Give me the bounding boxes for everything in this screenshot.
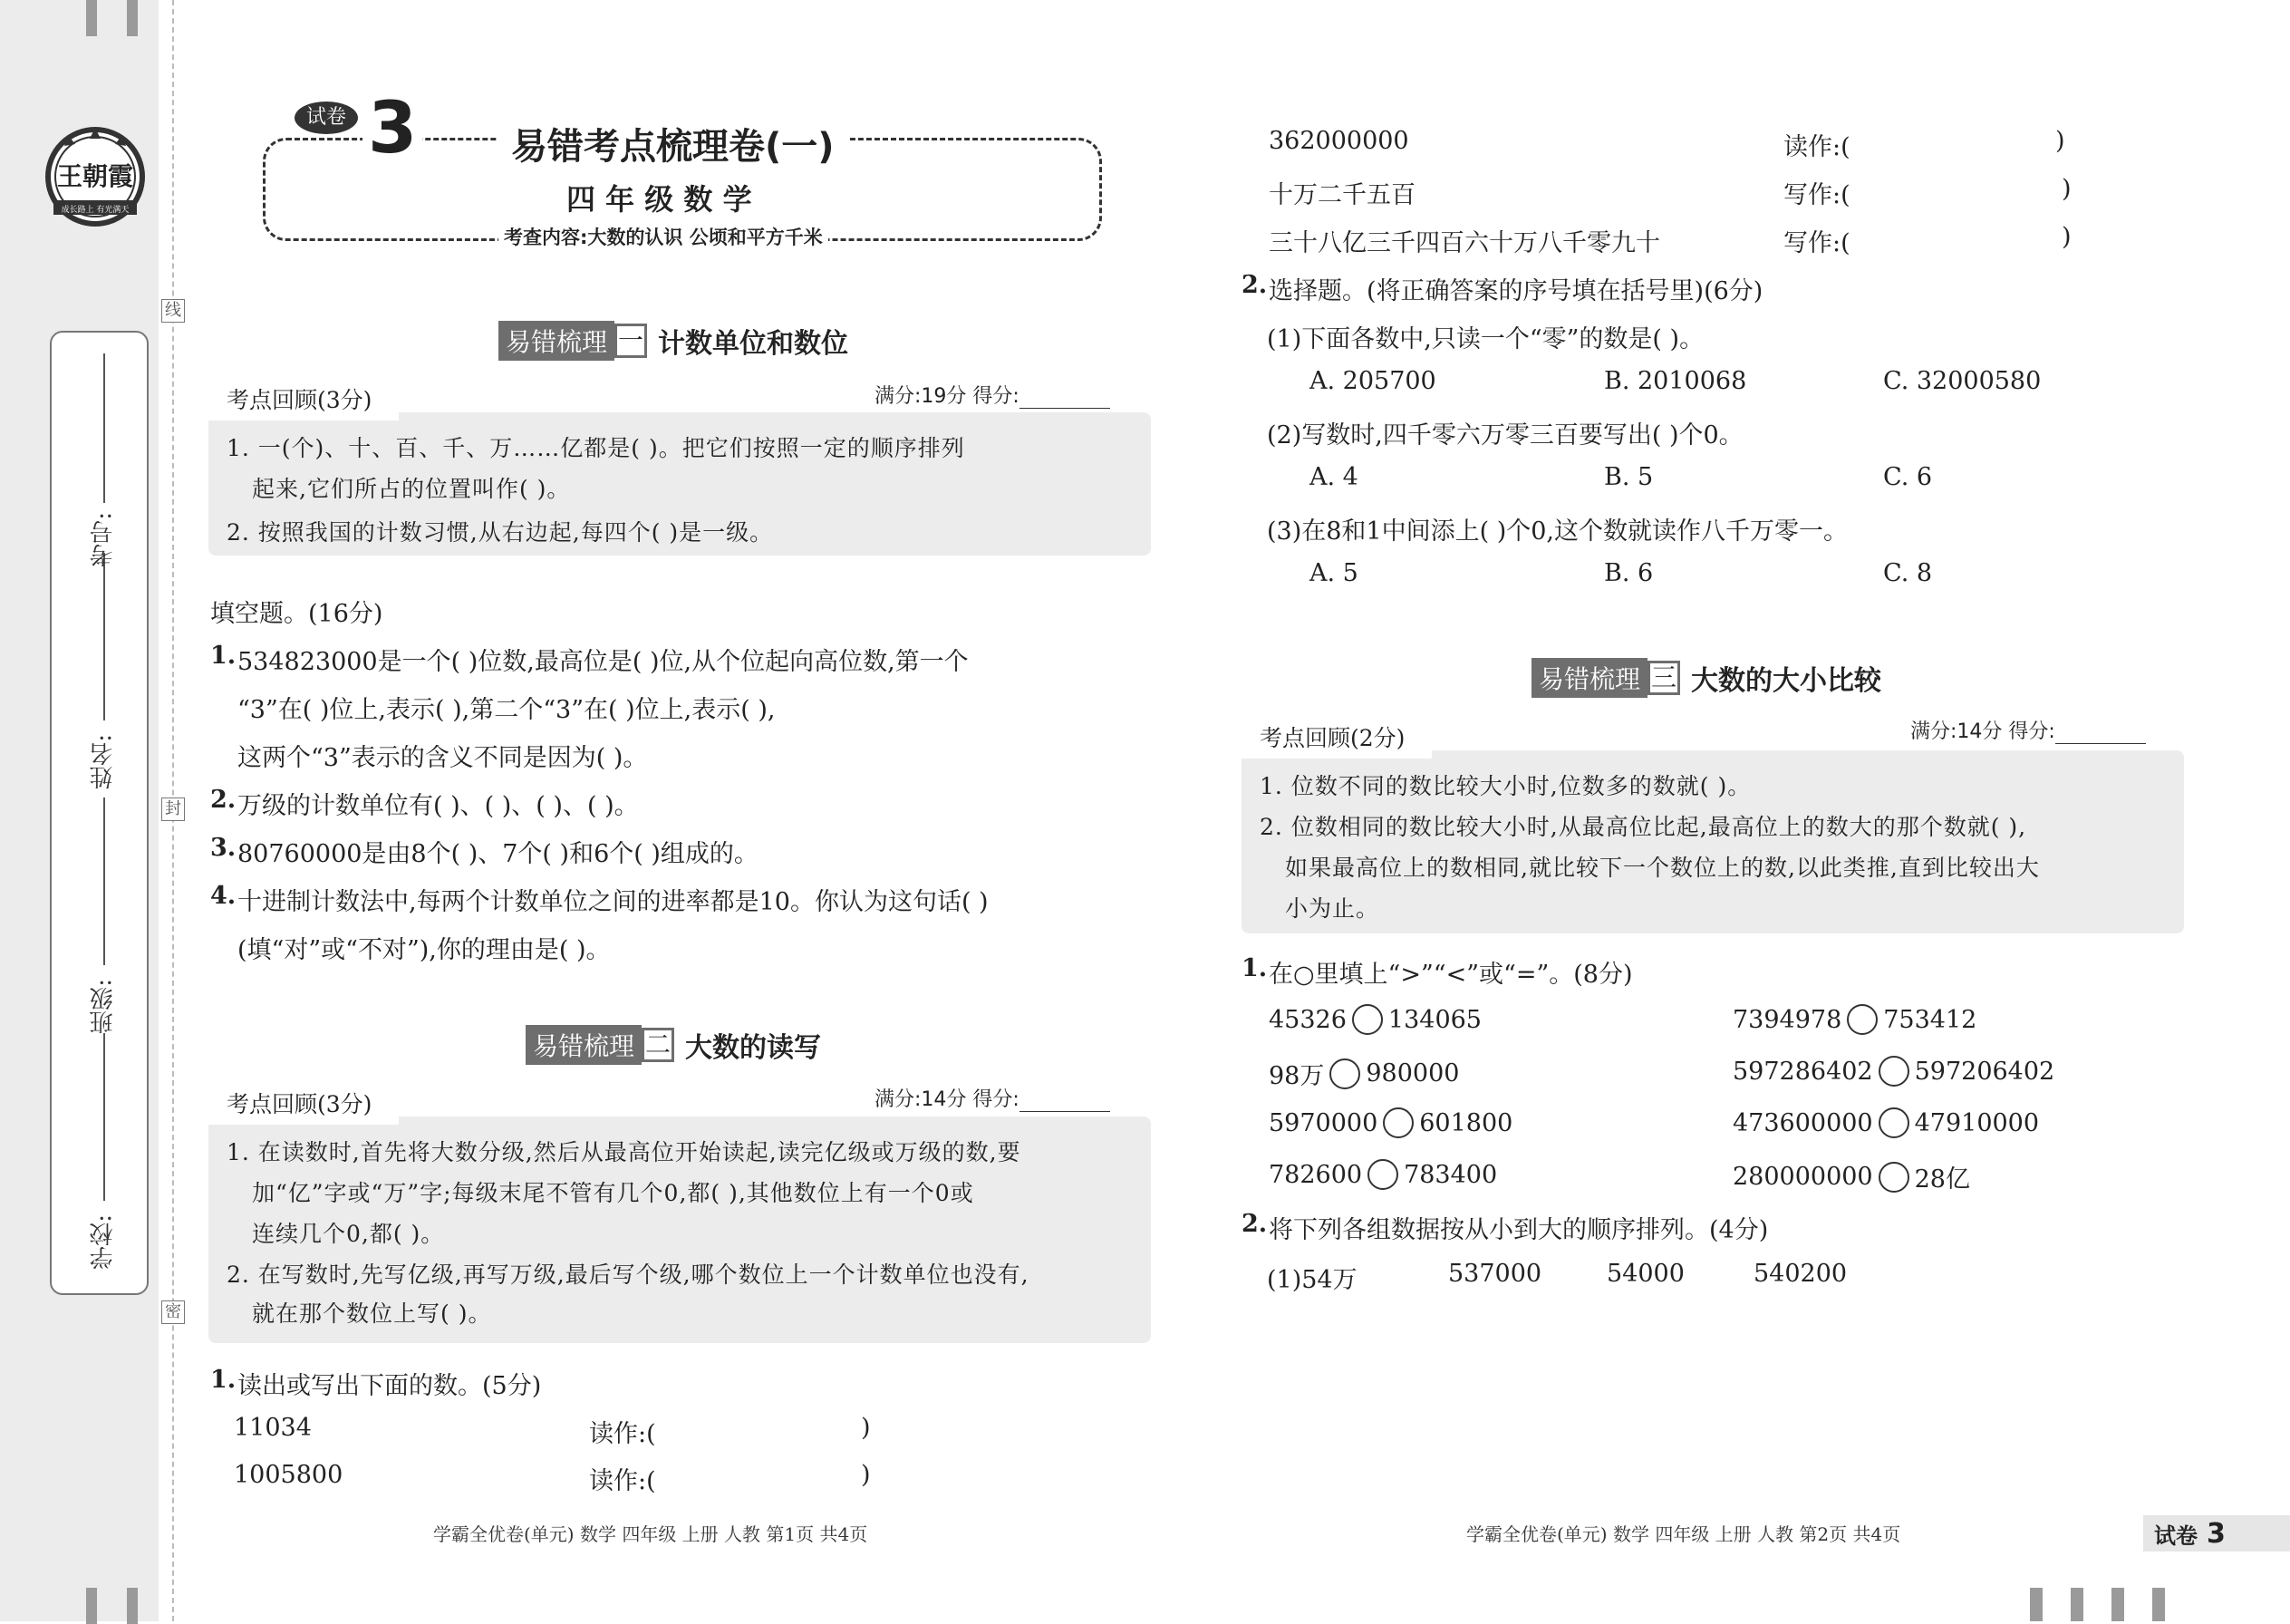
- score-blank[interactable]: [1019, 1091, 1110, 1112]
- name-label: 姓名:: [90, 734, 117, 789]
- section-title: 计数单位和数位: [658, 328, 849, 360]
- compare-circle[interactable]: [1879, 1162, 1909, 1193]
- registration-mark: [2030, 1588, 2043, 1621]
- comparison-item: [1733, 1159, 1970, 1194]
- compare-left: 473600000: [1733, 1108, 1873, 1137]
- question-text: 万级的计数单位有( )、( )、( )、( )。: [237, 792, 639, 820]
- score-blank[interactable]: [2055, 723, 2146, 744]
- section-number: 一: [614, 324, 647, 358]
- score-label: 满分:14分 得分:: [874, 1088, 1019, 1111]
- choice-option[interactable]: C. 32000580: [1883, 367, 2042, 395]
- footer-left: 学霸全优卷(单元) 数学 四年级 上册 人教 第1页 共4页: [433, 1523, 868, 1545]
- badge-number: 3: [2207, 1517, 2226, 1550]
- question-text: 80760000是由8个( )、7个( )和6个( )组成的。: [237, 840, 759, 868]
- rw-number: 1005800: [234, 1461, 343, 1489]
- compare-left: 597286402: [1733, 1057, 1873, 1086]
- review-text: 2. 在写数时,先写亿级,再写万级,最后写个级,哪个数位上一个计数单位也没有,: [227, 1262, 1029, 1288]
- compare-circle[interactable]: [1879, 1056, 1909, 1087]
- question-title: 选择题。(将正确答案的序号填在括号里)(6分): [1269, 277, 1763, 305]
- review-text: 2. 按照我国的计数习惯,从右边起,每四个( )是一级。: [227, 519, 774, 546]
- review-text: 加“亿”字或“万”字;每级末尾不管有几个0,都( ),其他数位上有一个0或: [252, 1180, 974, 1206]
- compare-circle[interactable]: [1352, 1004, 1383, 1035]
- compare-right: 28亿: [1914, 1165, 1970, 1194]
- compare-left: 7394978: [1733, 1005, 1842, 1034]
- review-text: 1. 位数不同的数比较大小时,位数多的数就( )。: [1260, 773, 1752, 799]
- score-line: [1910, 716, 2146, 744]
- question-number: 1.: [210, 1366, 237, 1394]
- registration-mark: [127, 0, 138, 36]
- rw-close: ): [861, 1414, 871, 1442]
- question-number: 2.: [1242, 271, 1268, 299]
- compare-right: 753412: [1883, 1005, 1977, 1034]
- review-text: 如果最高位上的数相同,就比较下一个数位上的数,以此类推,直到比较出大: [1285, 855, 2040, 881]
- footer-right: 学霸全优卷(单元) 数学 四年级 上册 人教 第2页 共4页: [1466, 1523, 1901, 1545]
- cut-char: 线: [161, 299, 185, 323]
- question-number: 1.: [210, 642, 237, 670]
- choice-question: (1)下面各数中,只读一个“零”的数是( )。: [1267, 325, 1705, 353]
- choice-option[interactable]: A. 4: [1309, 463, 1358, 491]
- publisher-logo: [41, 122, 150, 231]
- exam-id-label: 考号:: [90, 512, 117, 567]
- logo-slogan: 成长路上 有光满天: [61, 206, 130, 215]
- section-heading: [1531, 660, 1881, 696]
- student-info-box: [50, 331, 149, 1295]
- choice-option[interactable]: B. 2010068: [1604, 367, 1747, 395]
- review-label: 考点回顾(3分): [208, 381, 399, 420]
- badge-label: 试卷: [2154, 1522, 2198, 1549]
- exam-number: 3: [362, 91, 422, 167]
- score-label: 满分:19分 得分:: [874, 385, 1019, 408]
- rw-action: 写作:(: [1783, 181, 1850, 209]
- rw-number: 十万二千五百: [1269, 181, 1416, 209]
- comparison-item: [1269, 1159, 1497, 1190]
- review-label: 考点回顾(2分): [1242, 719, 1432, 759]
- compare-circle[interactable]: [1847, 1004, 1878, 1035]
- choice-option[interactable]: B. 6: [1604, 559, 1654, 587]
- compare-left: 5970000: [1269, 1108, 1378, 1137]
- page-badge: [2143, 1515, 2290, 1552]
- rw-close: ): [861, 1461, 871, 1489]
- question-text: “3”在( )位上,表示( ),第二个“3”在( )位上,表示( ),: [237, 696, 776, 724]
- order-item: 540200: [1754, 1260, 1848, 1288]
- cut-char: 封: [161, 798, 185, 821]
- class-label: 班级:: [90, 979, 117, 1034]
- exam-id-field[interactable]: [103, 353, 105, 503]
- question-text: 十进制计数法中,每两个计数单位之间的进率都是10。你认为这句话( ): [237, 888, 989, 916]
- rw-number: 11034: [234, 1414, 312, 1442]
- section-number: 三: [1647, 661, 1680, 695]
- compare-left: 45326: [1269, 1005, 1347, 1034]
- section-title: 大数的读写: [685, 1032, 822, 1064]
- page-title: 易错考点梳理卷(一): [498, 118, 847, 169]
- choice-option[interactable]: A. 205700: [1309, 367, 1436, 395]
- choice-option[interactable]: C. 8: [1883, 559, 1933, 587]
- order-item: 54000: [1607, 1260, 1685, 1288]
- name-field[interactable]: [103, 553, 105, 720]
- compare-left: 98万: [1269, 1062, 1325, 1090]
- comparison-item: [1733, 1056, 2054, 1087]
- review-text: 2. 位数相同的数比较大小时,从最高位比起,最高位上的数大的那个数就( ),: [1260, 814, 2027, 840]
- question-text: (填“对”或“不对”),你的理由是( )。: [237, 936, 611, 964]
- score-line: [874, 1084, 1110, 1112]
- order-item: 537000: [1448, 1260, 1542, 1288]
- registration-mark: [2071, 1588, 2083, 1621]
- comparison-item: [1269, 1056, 1459, 1091]
- choice-question: (2)写数时,四千零六万零三百要写出( )个0。: [1267, 421, 1744, 450]
- cut-char: 密: [161, 1300, 185, 1324]
- registration-mark: [86, 0, 97, 36]
- review-text: 起来,它们所占的位置叫作( )。: [252, 476, 571, 502]
- registration-mark: [2152, 1588, 2165, 1621]
- section-tag: 易错梳理: [526, 1025, 642, 1065]
- section-tag: 易错梳理: [498, 321, 614, 361]
- review-text: 连续几个0,都( )。: [252, 1221, 445, 1247]
- question-text: 这两个“3”表示的含义不同是因为( )。: [237, 744, 648, 772]
- compare-right: 47910000: [1914, 1108, 2040, 1137]
- section-number: 二: [642, 1028, 674, 1062]
- question-text: 534823000是一个( )位数,最高位是( )位,从个位起向高位数,第一个: [237, 648, 969, 676]
- section-heading: [498, 323, 848, 359]
- fill-title: 填空题。(16分): [210, 600, 383, 628]
- exam-content: 考查内容:大数的认识 公顷和平方千米: [498, 223, 828, 250]
- compare-right: 597206402: [1914, 1057, 2055, 1086]
- registration-mark: [2111, 1588, 2124, 1621]
- comparison-item: [1733, 1004, 1976, 1035]
- rw-number: 三十八亿三千四百六十万八千零九十: [1269, 229, 1660, 257]
- comparison-item: [1269, 1107, 1512, 1138]
- rw-close: ): [2062, 175, 2072, 203]
- rw-number: 362000000: [1269, 127, 1409, 155]
- review-text: 小为止。: [1285, 895, 1380, 922]
- section-heading: [526, 1027, 821, 1063]
- section-title: 大数的大小比较: [1691, 665, 1882, 697]
- class-field[interactable]: [103, 798, 105, 965]
- rw-close: ): [2055, 127, 2065, 155]
- compare-right: 980000: [1366, 1059, 1460, 1088]
- choice-option[interactable]: C. 6: [1883, 463, 1933, 491]
- school-field[interactable]: [103, 1033, 105, 1201]
- compare-right: 601800: [1419, 1108, 1513, 1137]
- choice-question: (3)在8和1中间添上( )个0,这个数就读作八千万零一。: [1267, 517, 1849, 546]
- review-label: 考点回顾(3分): [208, 1085, 399, 1125]
- question-number: 3.: [210, 834, 237, 862]
- review-text: 1. 在读数时,首先将大数分级,然后从最高位开始读起,读完亿级或万级的数,要: [227, 1139, 1021, 1165]
- rw-action: 读作:(: [589, 1420, 656, 1448]
- review-text: 1. 一(个)、十、百、千、万……亿都是( )。把它们按照一定的顺序排列: [227, 435, 965, 461]
- comparison-item: [1733, 1107, 2039, 1138]
- school-label: 学校:: [90, 1214, 117, 1270]
- exam-tag: 试卷: [295, 102, 358, 134]
- rw-action: 读作:(: [589, 1467, 656, 1495]
- choice-option[interactable]: B. 5: [1604, 463, 1654, 491]
- review-text: 就在那个数位上写( )。: [252, 1300, 492, 1327]
- score-line: [874, 381, 1110, 409]
- question-title: 在○里填上“>”“<”或“=”。(8分): [1269, 961, 1633, 989]
- question-title: 读出或写出下面的数。(5分): [237, 1372, 542, 1400]
- compare-left: 280000000: [1733, 1163, 1873, 1191]
- section-tag: 易错梳理: [1531, 658, 1647, 698]
- question-number: 2.: [210, 786, 237, 814]
- question-title: 将下列各组数据按从小到大的顺序排列。(4分): [1269, 1216, 1769, 1244]
- choice-option[interactable]: A. 5: [1309, 559, 1358, 587]
- compare-circle[interactable]: [1367, 1159, 1398, 1190]
- order-item: (1)54万: [1267, 1266, 1358, 1294]
- compare-circle[interactable]: [1329, 1058, 1360, 1089]
- registration-mark: [86, 1588, 97, 1624]
- rw-action: 读作:(: [1783, 133, 1850, 161]
- compare-right: 134065: [1387, 1005, 1482, 1034]
- question-number: 4.: [210, 882, 237, 910]
- question-number: 1.: [1242, 954, 1268, 982]
- logo-text: 王朝霞: [56, 161, 133, 191]
- score-blank[interactable]: [1019, 388, 1110, 409]
- rw-close: ): [2062, 223, 2072, 251]
- question-number: 2.: [1242, 1210, 1268, 1238]
- compare-left: 782600: [1269, 1160, 1363, 1189]
- score-label: 满分:14分 得分:: [1910, 720, 2055, 743]
- compare-right: 783400: [1404, 1160, 1498, 1189]
- comparison-item: [1269, 1004, 1482, 1035]
- compare-circle[interactable]: [1383, 1107, 1414, 1138]
- subtitle: 四 年 级 数 学: [566, 182, 752, 217]
- registration-mark: [127, 1588, 138, 1624]
- compare-circle[interactable]: [1879, 1107, 1909, 1138]
- rw-action: 写作:(: [1783, 229, 1850, 257]
